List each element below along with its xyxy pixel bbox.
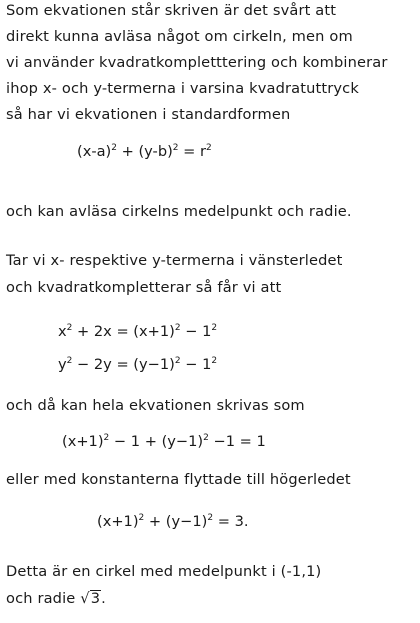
text-line: Som ekvationen står skriven är det svårt att [6, 2, 337, 19]
text-line: direkt kunna avläsa något om cirkeln, men om [6, 28, 353, 45]
text-line: och då kan hela ekvationen skrivas som [6, 397, 305, 414]
text-line: så har vi ekvationen i standardformen [6, 106, 291, 123]
text-line: vi använder kvadratkompletttering och kombinerar [6, 54, 388, 71]
text-line-radius: och radie √3. [6, 590, 106, 607]
text-line: Tar vi x- respektive y-termerna i vänsterledet [6, 252, 343, 269]
equation-x-terms: $x^2 + 2x = (x+1)^2 - 1^2$ [58, 323, 218, 340]
text-line: eller med konstanterna flyttade till högerledet [6, 471, 351, 488]
equation-final: $(x+1)^2 + (y-1)^2 = 3$. [97, 513, 249, 530]
text-line: och kvadratkompletterar så får vi att [6, 279, 282, 296]
text-line: och kan avläsa cirkelns medelpunkt och radie. [6, 203, 352, 220]
text-line: ihop x- och y-termerna i varsina kvadratuttryck [6, 80, 359, 97]
sqrt-radicand: 3 [90, 590, 101, 607]
equation-standard-form: $(x-a)^2 + (y-b)^2 = r^2$ [77, 143, 212, 160]
text-line: Detta är en cirkel med medelpunkt i (-1,1) [6, 563, 322, 580]
equation-y-terms: $y^2 - 2y = (y-1)^2 - 1^2$ [58, 356, 218, 373]
equation-combined: $(x+1)^2 - 1 + (y-1)^2 -1 = 1$ [62, 433, 266, 450]
